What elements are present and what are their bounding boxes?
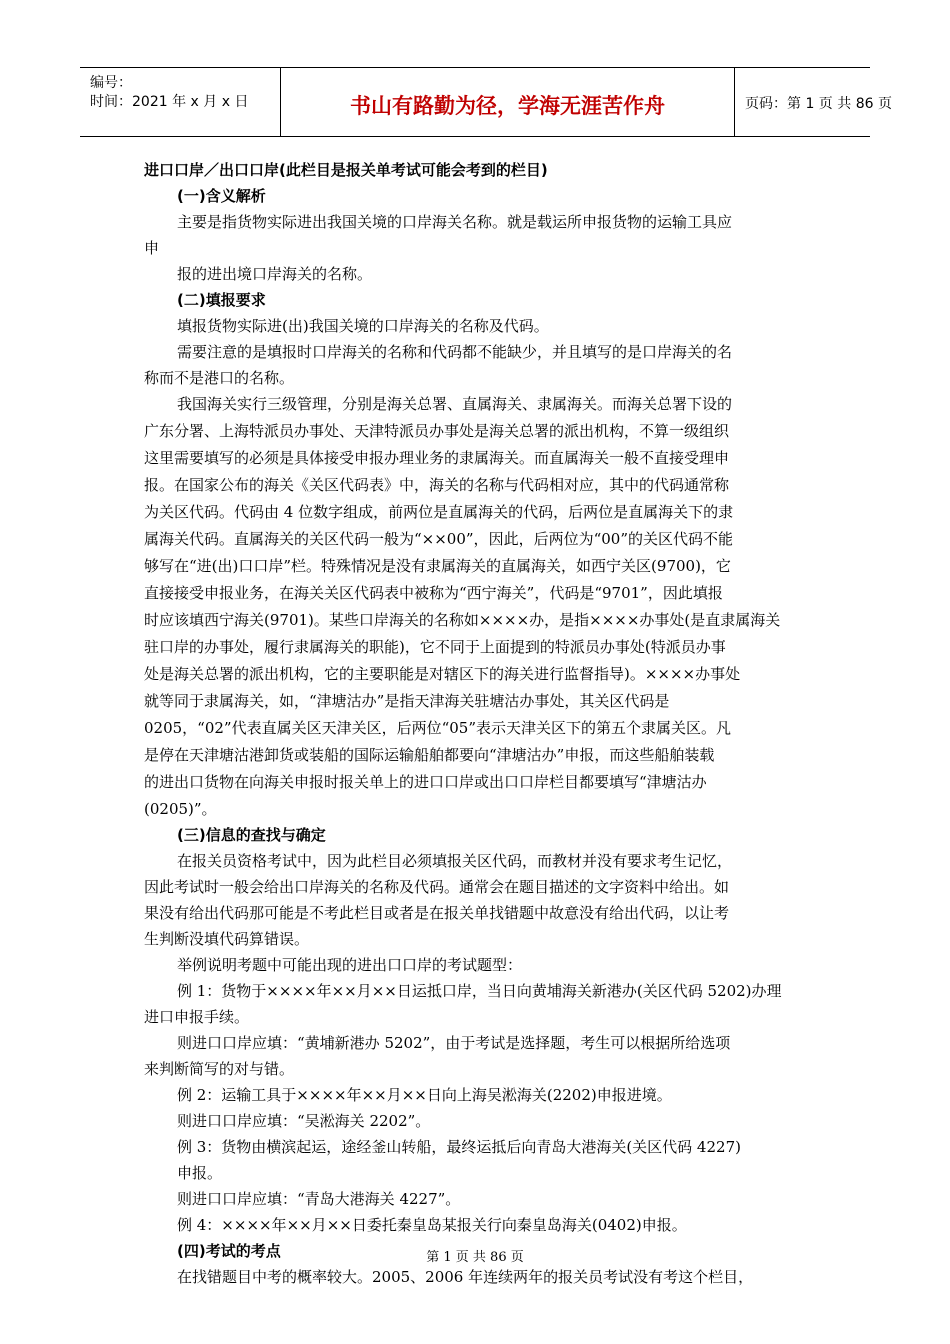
header-motto: 书山有路勤为径，学海无涯苦作舟 — [350, 94, 665, 118]
paragraph-line: 我国海关实行三级管理，分别是海关总署、直属海关、隶属海关。而海关总署下设的 — [177, 395, 733, 413]
example-line: 例 1：货物于××××年××月××日运抵口岸，当日向黄埔海关新港办(关区代码 5202)办理 — [177, 982, 782, 1000]
example-line: 例 2：运输工具于××××年××月××日向上海吴淞海关(2202)申报进境。 — [177, 1086, 672, 1104]
paragraph-line: 称而不是港口的名称。 — [144, 369, 295, 387]
example-line: 则进口口岸应填：“吴淞海关 2202”。 — [177, 1112, 431, 1130]
example-line: 例 4：××××年××月××日委托秦皇岛某报关行向秦皇岛海关(0402)申报。 — [177, 1216, 687, 1234]
document-date-label: 时间：2021 年 x 月 x 日 — [90, 94, 249, 110]
example-line: 申报。 — [177, 1164, 223, 1182]
header-center-cell — [280, 68, 735, 136]
paragraph-line: 主要是指货物实际进出我国关境的口岸海关名称。就是载运所申报货物的运输工具应 — [177, 213, 733, 231]
header-left-cell — [80, 68, 280, 136]
paragraph-line: 这里需要填写的必须是具体接受申报办理业务的隶属海关。而直属海关一般不直接受理申 — [144, 449, 730, 467]
subsection-heading: (四)考试的考点 — [177, 1242, 281, 1260]
example-line: 例 3：货物由横滨起运，途经釜山转船，最终运抵后向青岛大港海关(关区代码 4227) — [177, 1138, 741, 1156]
paragraph-line: 因此考试时一般会给出口岸海关的名称及代码。通常会在题目描述的文字资料中给出。如 — [144, 878, 730, 896]
paragraph-line: 属海关代码。直属海关的关区代码一般为“××00”，因此，后两位为“00”的关区代码不能 — [144, 530, 733, 548]
paragraph-line: 驻口岸的办事处，履行隶属海关的职能)，它不同于上面提到的特派员办事处(特派员办事 — [144, 638, 726, 656]
paragraph-line: 是停在天津塘沽港卸货或装船的国际运输船舶都要向“津塘沽办”申报，而这些船舶装载 — [144, 746, 715, 764]
subsection-heading: (二)填报要求 — [177, 291, 266, 309]
header-page-number: 页码：第 1 页 共 86 页 — [745, 96, 892, 112]
paragraph-line: 生判断没填代码算错误。 — [144, 930, 310, 948]
paragraph-line: 就等同于隶属海关，如，“津塘沽办”是指天津海关驻塘沽办事处，其关区代码是 — [144, 692, 670, 710]
paragraph-line: 0205，“02”代表直属关区天津关区，后两位“05”表示天津关区下的第五个隶属关区。凡 — [144, 719, 732, 737]
paragraph-line: 在报关员资格考试中，因为此栏目必须填报关区代码，而教材并没有要求考生记忆， — [177, 852, 733, 870]
subsection-heading: (三)信息的查找与确定 — [177, 826, 326, 844]
paragraph-line: 够写在“进(出)口口岸”栏。特殊情况是没有隶属海关的直属海关，如西宁关区(9700)，它 — [144, 557, 731, 575]
paragraph-line: 报的进出境口岸海关的名称。 — [177, 265, 373, 283]
paragraph-line: 申 — [144, 239, 160, 257]
paragraph-line: 需要注意的是填报时口岸海关的名称和代码都不能缺少，并且填写的是口岸海关的名 — [177, 343, 733, 361]
example-line: 来判断简写的对与错。 — [144, 1060, 295, 1078]
example-line: 则进口口岸应填：“黄埔新港办 5202”，由于考试是选择题，考生可以根据所给选项 — [177, 1034, 731, 1052]
paragraph-line: 报。在国家公布的海关《关区代码表》中，海关的名称与代码相对应，其中的代码通常称 — [144, 476, 730, 494]
document-number-label: 编号： — [90, 75, 132, 91]
paragraph-line: 的进出口货物在向海关申报时报关单上的进口口岸或出口口岸栏目都要填写“津塘沽办 — [144, 773, 707, 791]
paragraph-line: 为关区代码。代码由 4 位数字组成，前两位是直属海关的代码，后两位是直属海关下的隶 — [144, 503, 734, 521]
paragraph-line: 时应该填西宁海关(9701)。某些口岸海关的名称如××××办，是指××××办事处(是直隶属海关 — [144, 611, 781, 629]
paragraph-line: (0205)”。 — [144, 800, 217, 818]
paragraph-line: 直接接受申报业务，在海关关区代码表中被称为“西宁海关”，代码是“9701”，因此填报 — [144, 584, 723, 602]
page-footer: 第 1 页 共 86 页 — [426, 1250, 524, 1265]
paragraph-line: 举例说明考题中可能出现的进出口口岸的考试题型： — [177, 956, 523, 974]
subsection-heading: (一)含义解析 — [177, 187, 266, 205]
section-title: 进口口岸／出口口岸(此栏目是报关单考试可能会考到的栏目) — [144, 161, 548, 179]
paragraph-line: 处是海关总署的派出机构，它的主要职能是对辖区下的海关进行监督指导)。××××办事处 — [144, 665, 741, 683]
paragraph-line: 在找错题目中考的概率较大。2005、2006 年连续两年的报关员考试没有考这个栏目， — [177, 1268, 754, 1286]
example-line: 进口申报手续。 — [144, 1008, 250, 1026]
document-body — [144, 157, 811, 1290]
paragraph-line: 广东分署、上海特派员办事处、天津特派员办事处是海关总署的派出机构，不算一级组织 — [144, 422, 730, 440]
page-header — [80, 67, 892, 137]
paragraph-line: 填报货物实际进(出)我国关境的口岸海关的名称及代码。 — [177, 317, 549, 335]
header-right-cell — [735, 68, 892, 136]
paragraph-line: 果没有给出代码那可能是不考此栏目或者是在报关单找错题中故意没有给出代码，以让考 — [144, 904, 730, 922]
example-line: 则进口口岸应填：“青岛大港海关 4227”。 — [177, 1190, 461, 1208]
